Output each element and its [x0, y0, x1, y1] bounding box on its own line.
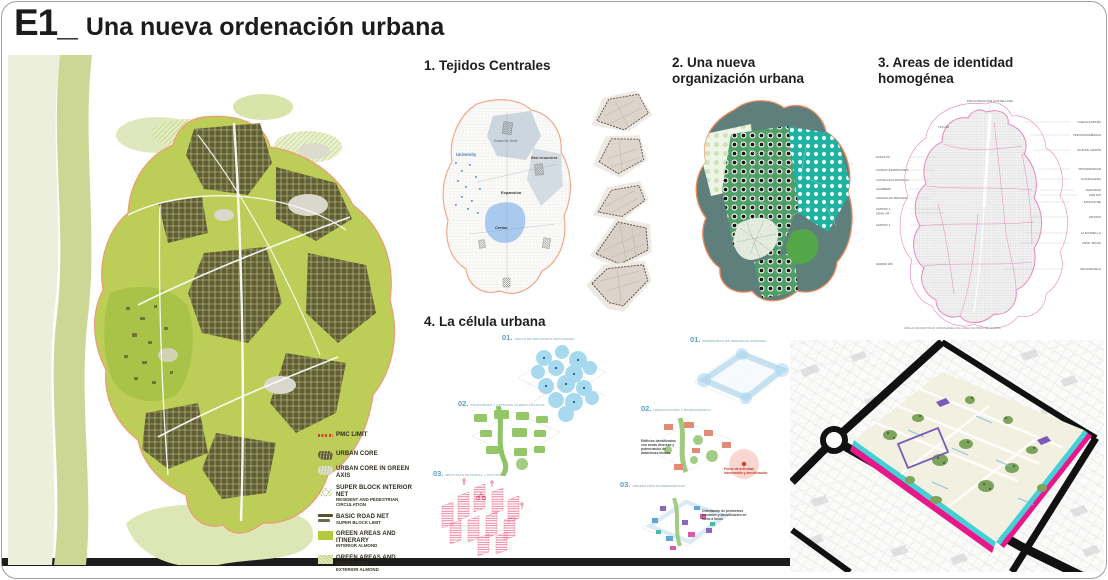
legend-sublabel: SUPER BLOCK LIMIT [336, 519, 381, 525]
district-label: LA ESTRELLA [1080, 231, 1101, 235]
legend-label: GREEN AREAS AND ITINERARY [336, 555, 396, 568]
identity-areas-map [874, 94, 1106, 334]
district-label: VENTAS [1088, 193, 1101, 197]
legend-sublabel: INTERIOR ALMOND [336, 543, 378, 549]
tissue-fragment [588, 89, 654, 135]
legend-item-pmc [318, 432, 422, 438]
map3-caption: ÁREAS DE IDENTIDAD HOMOGÉNEA DEL ÁREA CENTRAL DE MADRID [904, 326, 1001, 330]
step-number: 03. [620, 480, 631, 489]
cell-step-left-2 [458, 399, 545, 408]
legend-label: SUPER BLOCK INTERIOR NET [336, 485, 413, 498]
label-ensanche: Ensanche Norte [494, 139, 518, 143]
district-label: CIUDAD JARDÍN [1077, 148, 1101, 152]
superblock-3d-render [790, 340, 1104, 572]
legend-item-urban-core-green [318, 466, 422, 479]
district-label: NUEVA ESPAÑA [1077, 120, 1101, 124]
basic-road-swatch [318, 514, 333, 523]
cell-step-left-1 [502, 333, 575, 342]
step-caption: MOVILIDAD PEATONAL Y CICLISTA [445, 473, 503, 477]
title-code: E1_ [14, 2, 77, 43]
section4-header: 4. La célula urbana [424, 314, 546, 329]
green-interior-swatch [318, 531, 333, 540]
section2-header-line1: 2. Una nueva [672, 55, 756, 70]
district-label: GRAN VÍA [876, 211, 890, 216]
district-label: CENTRO 1 [876, 207, 891, 211]
cell-diagram-green-spaces [468, 406, 564, 476]
new-organization-map [676, 86, 862, 314]
legend-label: URBAN CORE [336, 451, 378, 458]
district-label: CASTELLANA MONCLOA [876, 178, 909, 182]
legend-item-urban-core [318, 451, 422, 460]
district-label: CIUDAD UNIVERSITARIA [876, 168, 909, 172]
cell-diagram-mobility [434, 474, 538, 562]
step-caption: ORDENACIÓN PORMENORIZADA [632, 484, 686, 488]
district-label: NIÑO JESÚS [1082, 241, 1101, 245]
label-expansion: Expansión [501, 190, 522, 195]
label-university: University [456, 152, 477, 157]
tissue-fragments-column [584, 86, 660, 314]
page-title [14, 2, 444, 44]
annotation-tertiary-perimeter: Orientación de perímetros terciarios y densificación en torno a focos [702, 509, 747, 521]
urban-core-green-swatch [318, 466, 333, 475]
cell-step-right-3 [620, 480, 685, 489]
cell-step-right-1 [690, 335, 767, 344]
label-east-ensanches: East ensanches [531, 156, 558, 160]
legend-label: PMC LIMIT [336, 432, 368, 438]
central-tissues-map [437, 92, 585, 312]
legend-item-green-exterior [318, 555, 422, 573]
legend-label: BASIC ROAD NET [336, 514, 390, 521]
section2-header-line2: organización urbana [672, 70, 805, 86]
label-inner: TETUÁN [938, 125, 950, 129]
district-label: AVENIDAS [1085, 188, 1101, 192]
district-label: RETIRO [1089, 215, 1101, 219]
section3-header [878, 55, 1078, 87]
tissue-fragment [585, 260, 654, 313]
district-label: HISPANOAMÉRICA [1073, 133, 1101, 137]
legend-sublabel: EXTERIOR ALMOND [336, 567, 379, 573]
step-caption: ÁREAS DE INFLUENCIA DOTACIONAL [514, 337, 576, 341]
annotation-densified-buildings: Edificios densificados con zonas diversas y potenciación de dotaciones locales [641, 439, 676, 455]
cell-step-left-3 [433, 469, 502, 478]
section3-header-line1: 3. Areas de identidad [878, 55, 1014, 70]
step-number: 02. [458, 399, 469, 408]
step-number: 02. [641, 404, 652, 413]
label-top: PROLONGACIÓN CASTELLANA [966, 99, 1014, 103]
legend-label: GREEN AREAS AND ITINERARY [336, 531, 396, 544]
legend-label: URBAN CORE IN GREEN AXIS [336, 466, 410, 479]
legend-item-green-interior [318, 531, 422, 549]
superblock-net-swatch [318, 485, 333, 503]
district-label: ARGANZUELA [1080, 267, 1101, 271]
step-number: 03. [433, 469, 444, 478]
district-label: GUINDALERA [1080, 177, 1101, 181]
green-exterior-swatch [318, 555, 333, 564]
legend-item-superblock-net [318, 485, 422, 508]
cell-diagram-detailed-order [636, 486, 748, 562]
district-label: ENSANCHE [1083, 200, 1101, 204]
section2-header [672, 55, 842, 87]
tissue-fragment [592, 131, 650, 180]
step-number: 01. [502, 333, 513, 342]
tissue-fragment [590, 218, 652, 268]
district-label: PROSPERIDAD [1078, 167, 1101, 171]
section3-header-line2: homogénea [878, 70, 954, 86]
section1-header: 1. Tejidos Centrales [424, 58, 551, 73]
district-label: ARGÜELLES PRINCESA [876, 196, 908, 200]
district-label: MONCLOA [876, 155, 891, 159]
step-caption: DOTACIONES Y ESPACIOS VERDES LOCALES [470, 403, 545, 407]
district-label: CHAMBERÍ [876, 187, 891, 191]
map-legend [318, 432, 422, 579]
district-label: CENTRO 2 [876, 223, 891, 227]
title-text: Una nueva ordenación urbana [85, 13, 445, 41]
legend-sublabel: RESIDENT AND PEDESTRIAN CIRCULATION [336, 497, 399, 508]
activity-focus-dot [742, 462, 746, 466]
green-plots [474, 410, 548, 456]
urban-core-swatch [318, 451, 333, 460]
step-caption: DENSIFICACIÓN Y ORDENAMIENTO [653, 408, 711, 412]
step-caption: PERÍMETROS DE SERVICIOS URBANOS [702, 339, 767, 343]
roundabout [823, 429, 845, 451]
pmc-limit-swatch [318, 434, 333, 437]
district-label: MADRID RÍO [876, 262, 893, 266]
step-number: 01. [690, 335, 701, 344]
cell-step-right-2 [641, 404, 711, 413]
annotation-activity-focus: Focos de actividad intercambio y densificación [724, 467, 768, 475]
legend-item-basic-road [318, 514, 422, 525]
label-center: Center [495, 225, 508, 230]
